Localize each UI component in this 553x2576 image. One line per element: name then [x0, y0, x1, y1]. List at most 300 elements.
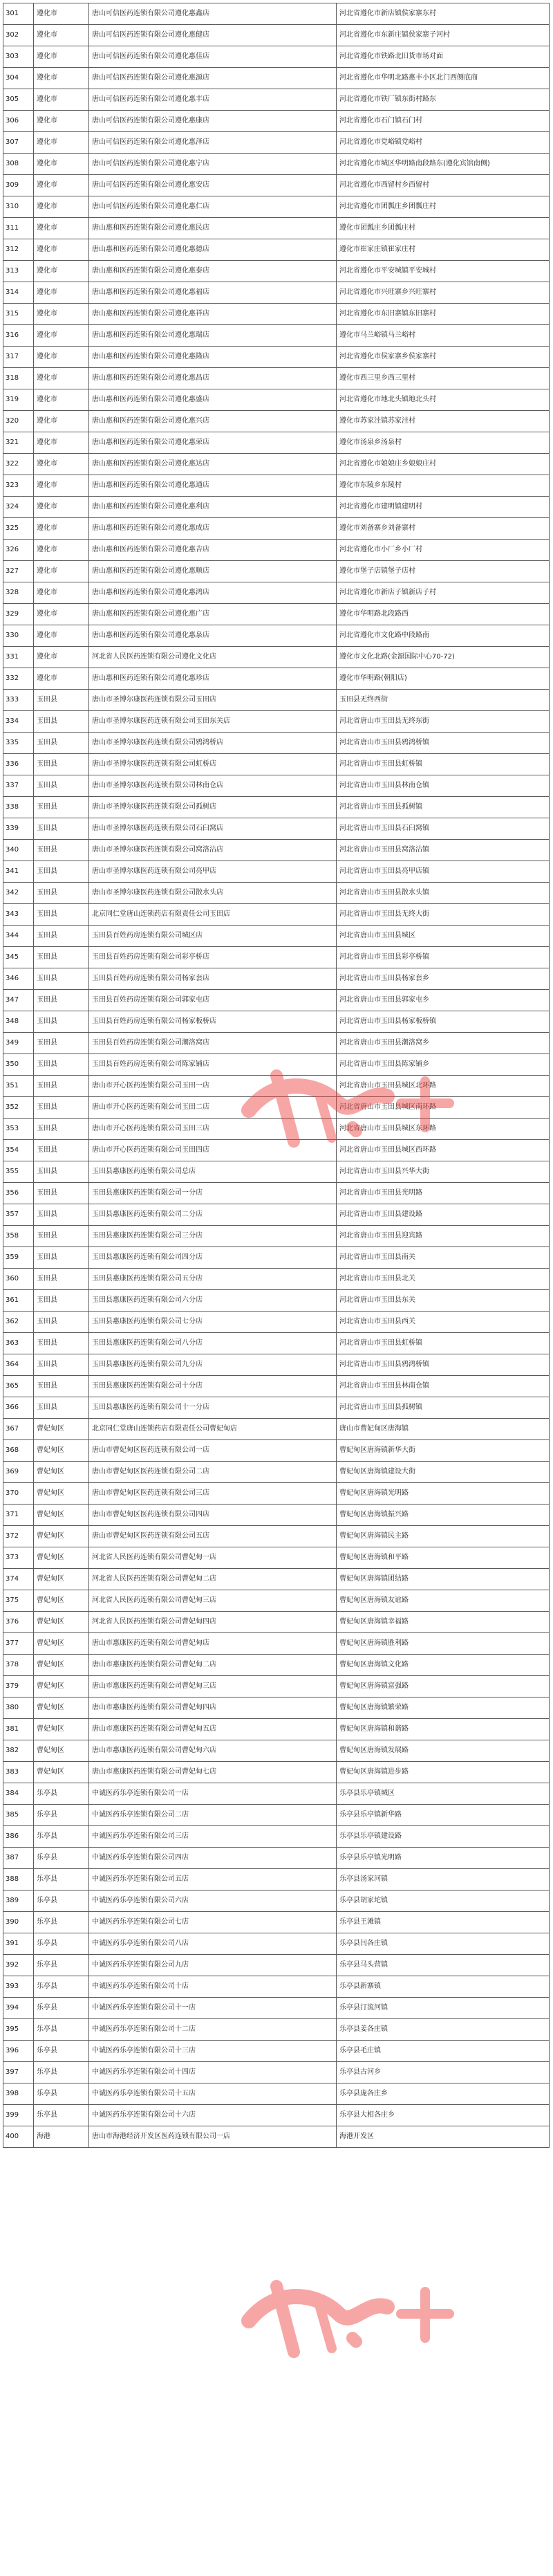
district-cell: 遵化市 — [34, 475, 89, 497]
store-name-cell: 唐山市圣博尔康医药连锁有限公司窝洛沽店 — [89, 840, 337, 861]
table-row — [3, 261, 550, 282]
store-address-cell: 河北省唐山市玉田县彩亭桥镇 — [337, 947, 550, 968]
row-number-cell: 360 — [3, 1269, 34, 1290]
table-row — [3, 625, 550, 647]
table-row — [3, 1526, 550, 1547]
store-name-cell: 唐山惠和医药连锁有限公司遵化惠盛店 — [89, 389, 337, 411]
row-number-cell: 396 — [3, 2041, 34, 2062]
table-row — [3, 1826, 550, 1848]
table-row — [3, 1226, 550, 1247]
store-address-cell: 河北省唐山市玉田县亮甲店镇 — [337, 861, 550, 883]
district-cell: 遵化市 — [34, 604, 89, 625]
district-cell: 遵化市 — [34, 239, 89, 261]
store-address-cell: 乐亭县庞各庄乡 — [337, 2083, 550, 2105]
row-number-cell: 317 — [3, 347, 34, 368]
row-number-cell: 322 — [3, 454, 34, 475]
store-address-cell: 遵化市崔家庄镇崔家庄村 — [337, 239, 550, 261]
table-row — [3, 1569, 550, 1590]
row-number-cell: 351 — [3, 1076, 34, 1097]
store-address-cell: 河北省唐山市玉田县虹桥镇 — [337, 1333, 550, 1354]
store-name-cell: 唐山惠和医药连锁有限公司遵化惠福店 — [89, 282, 337, 304]
table-row — [3, 175, 550, 196]
row-number-cell: 340 — [3, 840, 34, 861]
district-cell: 乐亭县 — [34, 1998, 89, 2019]
store-address-cell: 河北省遵化市兴旺寨乡兴旺寨村 — [337, 282, 550, 304]
table-row — [3, 540, 550, 561]
store-name-cell: 玉田县惠康医药连锁有限公司四分店 — [89, 1247, 337, 1269]
store-address-cell: 乐亭县乐亭镇城区 — [337, 1783, 550, 1805]
row-number-cell: 345 — [3, 947, 34, 968]
district-cell: 玉田县 — [34, 1161, 89, 1183]
district-cell: 曹妃甸区 — [34, 1505, 89, 1526]
store-address-cell: 乐亭县汀流河镇 — [337, 1998, 550, 2019]
store-name-cell: 玉田县惠康医药连锁有限公司二分店 — [89, 1204, 337, 1226]
district-cell: 玉田县 — [34, 1011, 89, 1033]
row-number-cell: 377 — [3, 1633, 34, 1655]
store-name-cell: 中诚医药乐亭连锁有限公司十三店 — [89, 2041, 337, 2062]
district-cell: 遵化市 — [34, 497, 89, 518]
store-address-cell: 河北省唐山市玉田县潮洛窝乡 — [337, 1033, 550, 1054]
table-row — [3, 1740, 550, 1762]
store-name-cell: 唐山惠和医药连锁有限公司遵化惠昌店 — [89, 368, 337, 389]
district-cell: 曹妃甸区 — [34, 1698, 89, 1719]
district-cell: 玉田县 — [34, 861, 89, 883]
district-cell: 遵化市 — [34, 132, 89, 154]
row-number-cell: 368 — [3, 1440, 34, 1462]
store-name-cell: 玉田县百姓药房连锁有限公司杨家板桥店 — [89, 1011, 337, 1033]
store-address-cell: 乐亭县胡家坨镇 — [337, 1890, 550, 1912]
store-name-cell: 唐山市惠康医药连锁有限公司曹妃甸六店 — [89, 1740, 337, 1762]
store-address-cell: 河北省唐山市玉田县无终大街 — [337, 904, 550, 926]
district-cell: 曹妃甸区 — [34, 1676, 89, 1698]
row-number-cell: 369 — [3, 1462, 34, 1483]
store-name-cell: 唐山市开心医药连锁有限公司玉田一店 — [89, 1076, 337, 1097]
table-row — [3, 561, 550, 582]
table-row — [3, 1998, 550, 2019]
store-address-cell: 河北省唐山市玉田县西关 — [337, 1312, 550, 1333]
store-name-cell: 中诚医药乐亭连锁有限公司十二店 — [89, 2019, 337, 2041]
store-list-sheet — [3, 3, 549, 2148]
district-cell: 遵化市 — [34, 411, 89, 432]
store-name-cell: 唐山惠和医药连锁有限公司遵化惠利店 — [89, 497, 337, 518]
store-name-cell: 中诚医药乐亭连锁有限公司六店 — [89, 1890, 337, 1912]
store-table — [3, 3, 550, 2148]
row-number-cell: 332 — [3, 668, 34, 690]
district-cell: 玉田县 — [34, 968, 89, 990]
table-row — [3, 797, 550, 818]
row-number-cell: 358 — [3, 1226, 34, 1247]
row-number-cell: 350 — [3, 1054, 34, 1076]
row-number-cell: 339 — [3, 818, 34, 840]
table-row — [3, 1655, 550, 1676]
store-name-cell: 唐山市惠康医药连锁有限公司曹妃甸五店 — [89, 1719, 337, 1740]
district-cell: 玉田县 — [34, 1290, 89, 1312]
row-number-cell: 314 — [3, 282, 34, 304]
table-row — [3, 2019, 550, 2041]
store-name-cell: 唐山市圣博尔康医药连锁有限公司石臼窝店 — [89, 818, 337, 840]
district-cell: 玉田县 — [34, 690, 89, 711]
row-number-cell: 394 — [3, 1998, 34, 2019]
store-address-cell: 河北省遵化市城区华明路南段路东(遵化宾馆南侧) — [337, 154, 550, 175]
table-row — [3, 475, 550, 497]
store-name-cell: 唐山惠和医药连锁有限公司遵化惠瑞店 — [89, 325, 337, 347]
table-row — [3, 389, 550, 411]
table-row — [3, 3, 550, 25]
row-number-cell: 311 — [3, 218, 34, 239]
district-cell: 玉田县 — [34, 1054, 89, 1076]
table-row — [3, 497, 550, 518]
row-number-cell: 359 — [3, 1247, 34, 1269]
table-row — [3, 1397, 550, 1419]
row-number-cell: 400 — [3, 2126, 34, 2148]
store-address-cell: 河北省遵化市东旧寨镇东旧寨村 — [337, 304, 550, 325]
store-address-cell: 河北省遵化市小厂乡小厂村 — [337, 540, 550, 561]
store-name-cell: 唐山市圣博尔康医药连锁有限公司鸦鸿桥店 — [89, 733, 337, 754]
store-address-cell: 河北省唐山市玉田县光明路 — [337, 1183, 550, 1204]
store-address-cell: 遵化市堡子店镇堡子店村 — [337, 561, 550, 582]
district-cell: 曹妃甸区 — [34, 1633, 89, 1655]
store-name-cell: 玉田县百姓药房连锁有限公司郭家屯店 — [89, 990, 337, 1011]
table-row — [3, 775, 550, 797]
table-row — [3, 1590, 550, 1612]
district-cell: 玉田县 — [34, 947, 89, 968]
row-number-cell: 354 — [3, 1140, 34, 1161]
district-cell: 玉田县 — [34, 1354, 89, 1376]
table-row — [3, 196, 550, 218]
table-row — [3, 2083, 550, 2105]
district-cell: 乐亭县 — [34, 1869, 89, 1890]
store-name-cell: 玉田县百姓药房连锁有限公司潮洛窝店 — [89, 1033, 337, 1054]
row-number-cell: 353 — [3, 1119, 34, 1140]
district-cell: 遵化市 — [34, 154, 89, 175]
store-address-cell: 曹妃甸区唐海镇团结路 — [337, 1569, 550, 1590]
row-number-cell: 375 — [3, 1590, 34, 1612]
row-number-cell: 316 — [3, 325, 34, 347]
store-address-cell: 河北省唐山市玉田县兴华大街 — [337, 1161, 550, 1183]
store-address-cell: 遵化市马兰峪镇马兰峪村 — [337, 325, 550, 347]
table-row — [3, 1676, 550, 1698]
store-address-cell: 河北省遵化市团瓢庄乡团瓢庄村 — [337, 196, 550, 218]
store-address-cell: 河北省遵化市西留村乡西留村 — [337, 175, 550, 196]
district-cell: 乐亭县 — [34, 2019, 89, 2041]
row-number-cell: 329 — [3, 604, 34, 625]
district-cell: 曹妃甸区 — [34, 1419, 89, 1440]
row-number-cell: 367 — [3, 1419, 34, 1440]
district-cell: 遵化市 — [34, 3, 89, 25]
store-name-cell: 唐山市开心医药连锁有限公司玉田三店 — [89, 1119, 337, 1140]
table-row — [3, 1140, 550, 1161]
district-cell: 曹妃甸区 — [34, 1612, 89, 1633]
store-address-cell: 玉田县无终西街 — [337, 690, 550, 711]
store-address-cell: 河北省唐山市玉田县建设路 — [337, 1204, 550, 1226]
table-row — [3, 1783, 550, 1805]
store-name-cell: 唐山市圣博尔康医药连锁有限公司玉田东关店 — [89, 711, 337, 733]
store-name-cell: 中诚医药乐亭连锁有限公司二店 — [89, 1805, 337, 1826]
store-name-cell: 河北省人民医药连锁有限公司遵化文化店 — [89, 647, 337, 668]
store-address-cell: 河北省遵化市华明北路惠丰小区北门西侧底商 — [337, 68, 550, 89]
table-row — [3, 1119, 550, 1140]
store-name-cell: 玉田县惠康医药连锁有限公司六分店 — [89, 1290, 337, 1312]
store-address-cell: 乐亭县古河乡 — [337, 2062, 550, 2083]
row-number-cell: 334 — [3, 711, 34, 733]
store-name-cell: 唐山市曹妃甸区医药连锁有限公司二店 — [89, 1462, 337, 1483]
table-row — [3, 968, 550, 990]
row-number-cell: 313 — [3, 261, 34, 282]
district-cell: 遵化市 — [34, 304, 89, 325]
store-address-cell: 遵化市苏家洼镇苏家洼村 — [337, 411, 550, 432]
row-number-cell: 304 — [3, 68, 34, 89]
store-table-body — [3, 3, 550, 2148]
row-number-cell: 399 — [3, 2105, 34, 2126]
store-name-cell: 唐山惠和医药连锁有限公司遵化惠成店 — [89, 518, 337, 540]
district-cell: 遵化市 — [34, 175, 89, 196]
table-row — [3, 111, 550, 132]
table-row — [3, 154, 550, 175]
district-cell: 曹妃甸区 — [34, 1655, 89, 1676]
store-name-cell: 唐山市圣博尔康医药连锁有限公司散水头店 — [89, 883, 337, 904]
row-number-cell: 372 — [3, 1526, 34, 1547]
store-address-cell: 曹妃甸区唐海镇发展路 — [337, 1740, 550, 1762]
table-row — [3, 1633, 550, 1655]
store-address-cell: 河北省唐山市玉田县北关 — [337, 1269, 550, 1290]
table-row — [3, 1076, 550, 1097]
table-row — [3, 2126, 550, 2148]
store-address-cell: 乐亭县乐亭镇建设路 — [337, 1826, 550, 1848]
district-cell: 玉田县 — [34, 1247, 89, 1269]
district-cell: 遵化市 — [34, 561, 89, 582]
table-row — [3, 1312, 550, 1333]
store-name-cell: 玉田县惠康医药连锁有限公司总店 — [89, 1161, 337, 1183]
row-number-cell: 361 — [3, 1290, 34, 1312]
row-number-cell: 319 — [3, 389, 34, 411]
district-cell: 遵化市 — [34, 518, 89, 540]
row-number-cell: 392 — [3, 1955, 34, 1976]
district-cell: 遵化市 — [34, 432, 89, 454]
store-address-cell: 河北省唐山市玉田县城区东环路 — [337, 1119, 550, 1140]
store-name-cell: 玉田县百姓药房连锁有限公司彩亭桥店 — [89, 947, 337, 968]
store-name-cell: 唐山可信医药连锁有限公司遵化惠泽店 — [89, 132, 337, 154]
row-number-cell: 307 — [3, 132, 34, 154]
store-name-cell: 唐山惠和医药连锁有限公司遵化惠泰店 — [89, 261, 337, 282]
store-address-cell: 曹妃甸区唐海镇振兴路 — [337, 1505, 550, 1526]
store-address-cell: 曹妃甸区唐海镇富强路 — [337, 1676, 550, 1698]
table-row — [3, 1719, 550, 1740]
store-name-cell: 唐山可信医药连锁有限公司遵化惠健店 — [89, 25, 337, 46]
district-cell: 遵化市 — [34, 625, 89, 647]
row-number-cell: 383 — [3, 1762, 34, 1783]
store-address-cell: 河北省遵化市建明镇建明村 — [337, 497, 550, 518]
table-row — [3, 1462, 550, 1483]
table-row — [3, 518, 550, 540]
table-row — [3, 304, 550, 325]
store-name-cell: 唐山市开心医药连锁有限公司玉田二店 — [89, 1097, 337, 1119]
district-cell: 曹妃甸区 — [34, 1740, 89, 1762]
table-row — [3, 432, 550, 454]
row-number-cell: 344 — [3, 926, 34, 947]
store-address-cell: 河北省遵化市石门镇石门村 — [337, 111, 550, 132]
table-row — [3, 1269, 550, 1290]
table-row — [3, 89, 550, 111]
store-address-cell: 遵化市文化北路(金源国际中心70-72) — [337, 647, 550, 668]
district-cell: 玉田县 — [34, 1312, 89, 1333]
row-number-cell: 337 — [3, 775, 34, 797]
table-row — [3, 926, 550, 947]
store-address-cell: 河北省唐山市玉田县城区南环路 — [337, 1097, 550, 1119]
store-address-cell: 遵化市汤泉乡汤泉村 — [337, 432, 550, 454]
district-cell: 玉田县 — [34, 797, 89, 818]
watermark-logo — [235, 2272, 463, 2362]
store-address-cell: 遵化市团瓢庄乡团瓢庄村 — [337, 218, 550, 239]
store-address-cell: 河北省遵化市娘娘庄乡娘娘庄村 — [337, 454, 550, 475]
district-cell: 玉田县 — [34, 1033, 89, 1054]
store-address-cell: 河北省唐山市玉田县林南仓镇 — [337, 1376, 550, 1397]
row-number-cell: 303 — [3, 46, 34, 68]
district-cell: 玉田县 — [34, 1397, 89, 1419]
store-name-cell: 唐山市曹妃甸区医药连锁有限公司三店 — [89, 1483, 337, 1505]
table-row — [3, 754, 550, 775]
district-cell: 玉田县 — [34, 1097, 89, 1119]
store-address-cell: 乐亭县汤家河镇 — [337, 1869, 550, 1890]
row-number-cell: 338 — [3, 797, 34, 818]
store-name-cell: 唐山惠和医药连锁有限公司遵化惠珍店 — [89, 668, 337, 690]
row-number-cell: 384 — [3, 1783, 34, 1805]
store-address-cell: 乐亭县毛庄镇 — [337, 2041, 550, 2062]
district-cell: 曹妃甸区 — [34, 1440, 89, 1462]
store-address-cell: 曹妃甸区唐海镇进步路 — [337, 1762, 550, 1783]
row-number-cell: 393 — [3, 1976, 34, 1998]
row-number-cell: 379 — [3, 1676, 34, 1698]
district-cell: 乐亭县 — [34, 1848, 89, 1869]
table-row — [3, 2062, 550, 2083]
table-row — [3, 711, 550, 733]
table-row — [3, 1933, 550, 1955]
district-cell: 乐亭县 — [34, 1890, 89, 1912]
store-name-cell: 河北省人民医药连锁有限公司曹妃甸三店 — [89, 1590, 337, 1612]
district-cell: 乐亭县 — [34, 1805, 89, 1826]
district-cell: 遵化市 — [34, 582, 89, 604]
row-number-cell: 330 — [3, 625, 34, 647]
table-row — [3, 1848, 550, 1869]
row-number-cell: 347 — [3, 990, 34, 1011]
table-row — [3, 1183, 550, 1204]
table-row — [3, 1011, 550, 1033]
store-name-cell: 河北省人民医药连锁有限公司曹妃甸一店 — [89, 1547, 337, 1569]
store-address-cell: 河北省唐山市玉田县城区北环路 — [337, 1076, 550, 1097]
table-row — [3, 818, 550, 840]
row-number-cell: 390 — [3, 1912, 34, 1933]
store-address-cell: 河北省遵化市铁路北旧货市场对面 — [337, 46, 550, 68]
row-number-cell: 398 — [3, 2083, 34, 2105]
table-row — [3, 347, 550, 368]
table-row — [3, 325, 550, 347]
store-address-cell: 曹妃甸区唐海镇民主路 — [337, 1526, 550, 1547]
row-number-cell: 333 — [3, 690, 34, 711]
district-cell: 遵化市 — [34, 111, 89, 132]
table-row — [3, 68, 550, 89]
row-number-cell: 381 — [3, 1719, 34, 1740]
store-name-cell: 唐山可信医药连锁有限公司遵化惠佳店 — [89, 46, 337, 68]
district-cell: 玉田县 — [34, 754, 89, 775]
store-name-cell: 唐山可信医药连锁有限公司遵化惠仁店 — [89, 196, 337, 218]
row-number-cell: 318 — [3, 368, 34, 389]
row-number-cell: 323 — [3, 475, 34, 497]
store-name-cell: 中诚医药乐亭连锁有限公司十一店 — [89, 1998, 337, 2019]
district-cell: 遵化市 — [34, 454, 89, 475]
store-address-cell: 河北省唐山市玉田县迎宾路 — [337, 1226, 550, 1247]
store-address-cell: 河北省唐山市玉田县城区 — [337, 926, 550, 947]
table-row — [3, 1333, 550, 1354]
district-cell: 遵化市 — [34, 196, 89, 218]
store-address-cell: 河北省唐山市玉田县陈家铺乡 — [337, 1054, 550, 1076]
store-name-cell: 唐山惠和医药连锁有限公司遵化惠顺店 — [89, 561, 337, 582]
store-address-cell: 河北省遵化市地北头镇地北头村 — [337, 389, 550, 411]
row-number-cell: 371 — [3, 1505, 34, 1526]
store-address-cell: 河北省唐山市玉田县散水头镇 — [337, 883, 550, 904]
store-name-cell: 唐山市曹妃甸区医药连锁有限公司四店 — [89, 1505, 337, 1526]
district-cell: 玉田县 — [34, 1226, 89, 1247]
row-number-cell: 312 — [3, 239, 34, 261]
table-row — [3, 690, 550, 711]
table-row — [3, 904, 550, 926]
table-row — [3, 990, 550, 1011]
table-row — [3, 218, 550, 239]
store-name-cell: 唐山市惠康医药连锁有限公司曹妃甸四店 — [89, 1698, 337, 1719]
row-number-cell: 321 — [3, 432, 34, 454]
store-address-cell: 河北省唐山市玉田县窝洛沽镇 — [337, 840, 550, 861]
row-number-cell: 385 — [3, 1805, 34, 1826]
store-address-cell: 河北省唐山市玉田县林南仓镇 — [337, 775, 550, 797]
store-address-cell: 曹妃甸区唐海镇幸福路 — [337, 1612, 550, 1633]
row-number-cell: 327 — [3, 561, 34, 582]
row-number-cell: 387 — [3, 1848, 34, 1869]
table-row — [3, 1890, 550, 1912]
district-cell: 玉田县 — [34, 1183, 89, 1204]
table-row — [3, 1869, 550, 1890]
table-row — [3, 1376, 550, 1397]
store-address-cell: 乐亭县马头营镇 — [337, 1955, 550, 1976]
store-address-cell: 乐亭县乐亭镇光明路 — [337, 1848, 550, 1869]
store-name-cell: 唐山市曹妃甸区医药连锁有限公司一店 — [89, 1440, 337, 1462]
district-cell: 海港 — [34, 2126, 89, 2148]
district-cell: 曹妃甸区 — [34, 1483, 89, 1505]
store-address-cell: 河北省遵化市文化路中段路南 — [337, 625, 550, 647]
district-cell: 遵化市 — [34, 261, 89, 282]
store-name-cell: 唐山市惠康医药连锁有限公司曹妃甸二店 — [89, 1655, 337, 1676]
store-address-cell: 乐亭县姜各庄镇 — [337, 2019, 550, 2041]
district-cell: 玉田县 — [34, 926, 89, 947]
district-cell: 曹妃甸区 — [34, 1719, 89, 1740]
table-row — [3, 582, 550, 604]
district-cell: 乐亭县 — [34, 1912, 89, 1933]
district-cell: 遵化市 — [34, 46, 89, 68]
row-number-cell: 320 — [3, 411, 34, 432]
row-number-cell: 357 — [3, 1204, 34, 1226]
store-name-cell: 唐山可信医药连锁有限公司遵化惠康店 — [89, 111, 337, 132]
row-number-cell: 328 — [3, 582, 34, 604]
row-number-cell: 343 — [3, 904, 34, 926]
store-address-cell: 河北省唐山市玉田县鸦鸿桥镇 — [337, 733, 550, 754]
row-number-cell: 389 — [3, 1890, 34, 1912]
district-cell: 乐亭县 — [34, 2041, 89, 2062]
store-name-cell: 玉田县惠康医药连锁有限公司十一分店 — [89, 1397, 337, 1419]
store-name-cell: 中诚医药乐亭连锁有限公司四店 — [89, 1848, 337, 1869]
district-cell: 曹妃甸区 — [34, 1569, 89, 1590]
store-address-cell: 曹妃甸区唐海镇新华大街 — [337, 1440, 550, 1462]
store-address-cell: 河北省唐山市玉田县虹桥镇 — [337, 754, 550, 775]
store-name-cell: 唐山市曹妃甸区医药连锁有限公司五店 — [89, 1526, 337, 1547]
row-number-cell: 341 — [3, 861, 34, 883]
store-name-cell: 唐山惠和医药连锁有限公司遵化惠广店 — [89, 604, 337, 625]
